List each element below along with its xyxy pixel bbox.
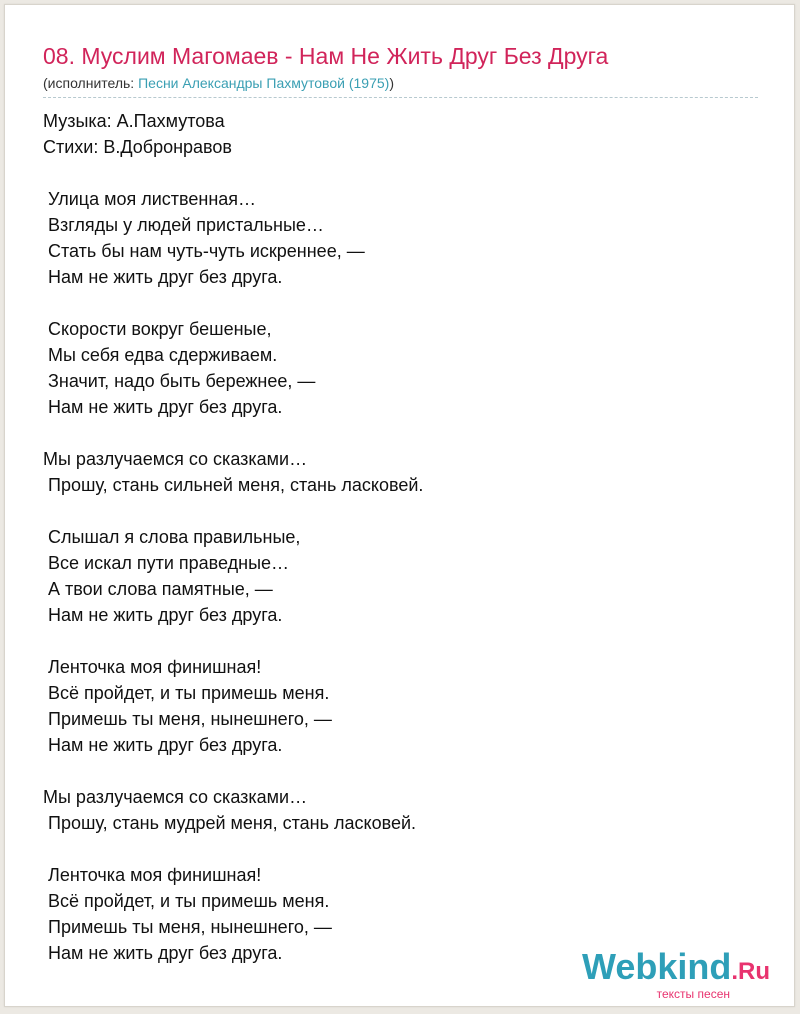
lyric-line: Взгляды у людей пристальные…	[43, 215, 324, 235]
stanza-gap	[43, 420, 758, 446]
lyric-line: Нам не жить друг без друга.	[43, 735, 283, 755]
stanza-gap	[43, 628, 758, 654]
artist-prefix: (исполнитель:	[43, 75, 139, 91]
watermark-tagline: тексты песен	[656, 987, 730, 1001]
stanza-gap	[43, 290, 758, 316]
lyric-line: Прошу, стань мудрей меня, стань ласковей.	[43, 813, 417, 833]
credit-lyrics: Стихи: В.Добронравов	[43, 137, 232, 157]
watermark-logo	[581, 946, 770, 990]
lyric-line: Нам не жить друг без друга.	[43, 397, 283, 417]
lyric-line: Мы разлучаемся со сказками…	[43, 449, 308, 469]
stanza-gap	[43, 160, 758, 186]
lyric-line: Мы разлучаемся со сказками…	[43, 787, 308, 807]
stanza-gap	[43, 758, 758, 784]
lyric-line: Улица моя лиственная…	[43, 189, 257, 209]
lyric-line: Ленточка моя финишная!	[43, 657, 262, 677]
lyric-line: Всё пройдет, и ты примешь меня.	[43, 891, 330, 911]
lyric-line: Примешь ты меня, нынешнего, —	[43, 917, 332, 937]
credit-music: Музыка: А.Пахмутова	[43, 111, 225, 131]
lyric-line: Значит, надо быть бережнее, —	[43, 371, 316, 391]
stanza-gap	[43, 836, 758, 862]
lyric-line: Все искал пути праведные…	[43, 553, 290, 573]
lyric-line: Нам не жить друг без друга.	[43, 943, 283, 963]
lyric-line: Слышал я слова правильные,	[43, 527, 301, 547]
lyric-line: Нам не жить друг без друга.	[43, 267, 283, 287]
lyric-line: Ленточка моя финишная!	[43, 865, 262, 885]
watermark-tld: .Ru	[731, 958, 770, 985]
lyric-line: Скорости вокруг бешеные,	[43, 319, 272, 339]
lyric-line: Мы себя едва сдерживаем.	[43, 345, 278, 365]
artist-line	[43, 75, 394, 91]
lyric-line: Нам не жить друг без друга.	[43, 605, 283, 625]
lyric-line: Стать бы нам чуть-чуть искреннее, —	[43, 241, 365, 261]
lyrics-body	[43, 108, 758, 966]
stanza-gap	[43, 498, 758, 524]
watermark-brand: Webkind	[581, 946, 732, 987]
lyric-line: Примешь ты меня, нынешнего, —	[43, 709, 332, 729]
site-watermark	[581, 946, 770, 1001]
song-title: 08. Муслим Магомаев - Нам Не Жить Друг Без Друга	[43, 43, 609, 69]
artist-suffix: )	[389, 75, 394, 91]
header-divider	[43, 97, 758, 98]
artist-link[interactable]: Песни Александры Пахмутовой (1975)	[138, 75, 390, 91]
lyrics-card	[4, 4, 795, 1007]
lyric-line: Прошу, стань сильней меня, стань ласковей.	[43, 475, 424, 495]
lyric-line: А твои слова памятные, —	[43, 579, 273, 599]
lyric-line: Всё пройдет, и ты примешь меня.	[43, 683, 330, 703]
